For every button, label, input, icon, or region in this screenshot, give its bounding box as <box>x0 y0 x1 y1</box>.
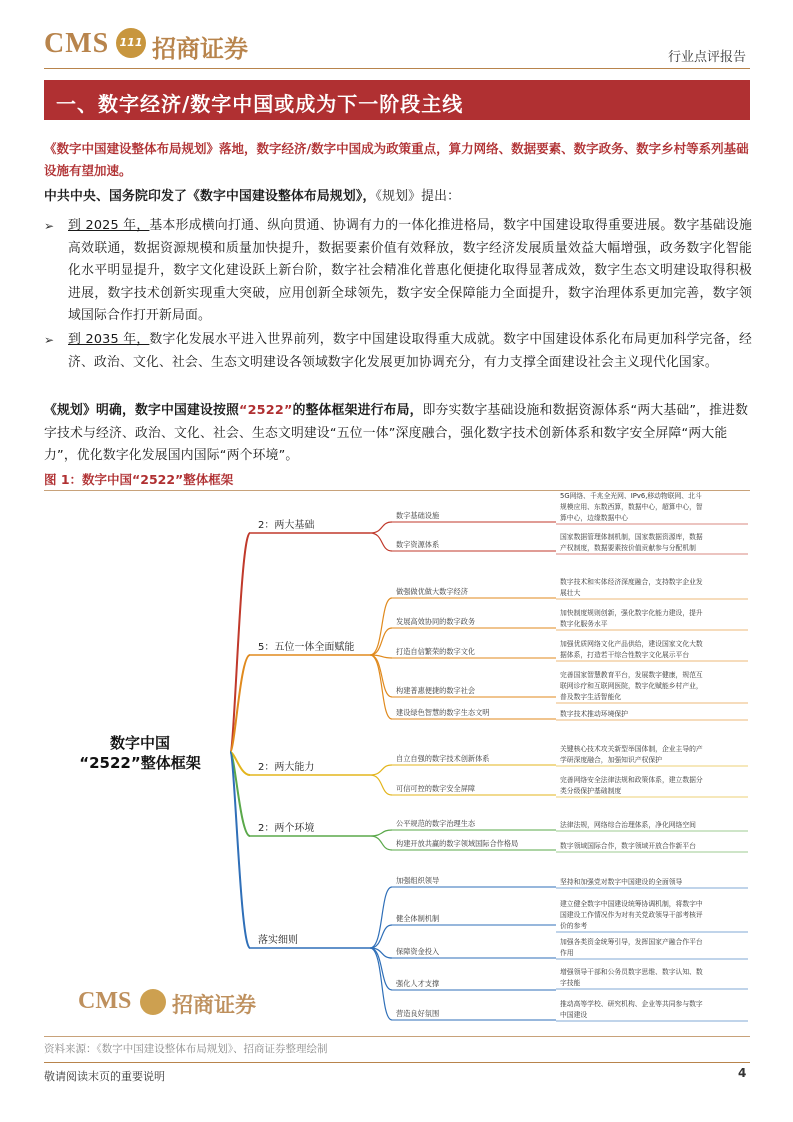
item-label: 数字基础设施 <box>396 511 440 520</box>
item-description: 数字领域国际合作，数字领域开放合作新平台 <box>560 842 696 850</box>
branch-connector <box>230 655 250 752</box>
bullet-year: 到 2025 年， <box>68 218 150 233</box>
source-divider <box>44 1036 750 1037</box>
item-connector <box>370 598 392 655</box>
item-description: 国建设工作情况作为对有关党政领导干部考核评 <box>560 911 703 919</box>
item-description: 中国建设 <box>560 1011 588 1019</box>
item-description: 数字化服务水平 <box>560 620 608 628</box>
item-connector <box>370 522 392 533</box>
watermark-badge-icon <box>140 989 166 1015</box>
item-connector <box>370 925 392 948</box>
item-description: 关键核心技术攻关新型举国体制，企业主导的产 <box>560 745 703 753</box>
para2-rest: 即夯实数字基础设施和数据资源体系“两大基础”，推进数字技术与经济、政治、文化、社会、生态文明建设“五位一体”深度融合，强化数字技术创新体系和数字安全屏障“两大能力”，优化数字化发展国内国际“两个环境”。 <box>44 403 749 463</box>
footer-notice: 敬请阅读末页的重要说明 <box>44 1070 165 1083</box>
item-label: 加强组织领导 <box>396 876 440 885</box>
item-description: 推动高等学校、研究机构、企业等共同参与数字 <box>560 1000 703 1008</box>
watermark-chinese: 招商证券 <box>172 993 256 1017</box>
branch-label: 2：两个环境 <box>258 823 315 834</box>
item-label: 自立自强的数字技术创新体系 <box>396 754 490 763</box>
item-description: 规模应用、东数西算，数据中心，超算中心，智 <box>560 503 703 511</box>
logo-chinese: 招商证券 <box>152 37 248 63</box>
item-label: 构建普惠便捷的数字社会 <box>396 686 476 695</box>
report-type: 行业点评报告 <box>668 50 747 65</box>
item-label: 建设绿色智慧的数字生态文明 <box>396 708 490 717</box>
item-description: 类分级保护基础制度 <box>560 787 622 795</box>
item-label: 营造良好氛围 <box>396 1009 440 1018</box>
bullet-arrow-icon: ➢ <box>44 219 55 233</box>
bullet-arrow-icon: ➢ <box>44 333 55 347</box>
logo-badge-icon: 111 <box>116 28 146 58</box>
root-title: 数字中国 <box>109 734 171 752</box>
para2-bold2: 的整体框架进行布局， <box>292 403 423 418</box>
figure-title: 图 1：数字中国“2522”整体框架 <box>44 472 234 487</box>
item-description: 联网诊疗和互联网医院，数字化赋能乡村产业， <box>560 682 703 690</box>
item-description: 国家数据管理体制机制，国家数据资源库，数据 <box>560 533 703 541</box>
watermark-latin: CMS <box>78 988 132 1014</box>
item-description: 法律法规，网络综合治理体系，净化网络空间 <box>560 821 696 829</box>
para2-bold1: 《规划》明确，数字中国建设按照 <box>44 403 239 418</box>
item-label: 打造自信繁荣的数字文化 <box>396 647 476 656</box>
item-description: 据体系，打造若干综合性数字文化展示平台 <box>560 651 690 659</box>
item-description: 建立健全数字中国建设统筹协调机制，将数字中 <box>560 900 703 908</box>
item-description: 算中心，边缘数据中心 <box>560 514 628 522</box>
intro-bold: 中共中央、国务院印发了《数字中国建设整体布局规划》， <box>44 189 376 204</box>
branch-label: 5：五位一体全面赋能 <box>258 642 355 653</box>
item-connector <box>370 655 392 719</box>
source-note: 资料来源：《数字中国建设整体布局规划》、招商证券整理绘制 <box>44 1043 328 1055</box>
footer-divider <box>44 1062 750 1063</box>
item-description: 数字技术推动环境保护 <box>560 710 628 718</box>
item-label: 可信可控的数字安全屏障 <box>396 784 476 793</box>
item-description: 增强领导干部和公务员数字思维、数字认知、数 <box>560 968 703 976</box>
para2-quote: “2522” <box>238 403 293 418</box>
item-connector <box>370 655 392 697</box>
bullet-body: 数字化发展水平进入世界前列，数字中国建设取得重大成就。数字中国建设体系化布局更加科学完备，经济、政治、文化、社会、生态文明建设各领域数字化发展更加协调充分，有力支撑全面建设社会主义现代化国家。 <box>68 332 752 370</box>
branch-label: 落实细则 <box>258 935 298 946</box>
item-description: 5G网络、千兆全光网、IPv6,移动物联网、北斗 <box>560 492 702 500</box>
branch-label: 2：两大能力 <box>258 762 315 773</box>
item-description: 作用 <box>560 949 574 957</box>
lead-paragraph: 《数字中国建设整体布局规划》落地，数字经济/数字中国成为政策重点，算力网络、数据要素、数字政务、数字乡村等系列基础设施有望加速。 <box>44 141 749 178</box>
bullet-body: 基本形成横向打通、纵向贯通、协调有力的一体化推进格局，数字中国建设取得重要进展。数字基础设施高效联通，数据资源规模和质量加快提升，数据要素价值有效释放，数字经济发展质量效益大幅增强，政务数字化智能化水平明显提升，数字文化建设跃上新台阶，数字社会精准化普惠化便捷化取得显著成效，数字生态文明建设取得积极进展，数字技术创新实现重大突破，应用创新全球领先，数字安全保障能力全面提升，数字治理体系更加完善，数字领域国际合作打开新局面。 <box>68 218 752 323</box>
item-label: 构建开放共赢的数字领域国际合作格局 <box>396 839 519 848</box>
root-subtitle: “2522”整体框架 <box>79 754 201 772</box>
item-description: 字技能 <box>560 979 581 987</box>
branch-connector <box>230 533 250 752</box>
item-description: 加快制度规则创新，强化数字化能力建设，提升 <box>560 609 703 617</box>
item-connector <box>370 836 392 850</box>
item-label: 发展高效协同的数字政务 <box>396 617 476 626</box>
item-description: 数字技术和实体经济深度融合，支持数字企业发 <box>560 578 703 586</box>
item-label: 公平规范的数字治理生态 <box>396 819 476 828</box>
item-connector <box>370 948 392 1020</box>
item-description: 价的参考 <box>560 922 588 930</box>
item-connector <box>370 775 392 795</box>
bullet-year: 到 2035 年， <box>68 332 150 347</box>
intro-rest: 《规划》提出： <box>375 189 461 204</box>
item-description: 完善网络安全法律法规和政策体系，建立数据分 <box>560 776 703 784</box>
item-connector <box>370 948 392 990</box>
item-description: 加强各类资金统筹引导，发挥国家产融合作平台 <box>560 938 703 946</box>
item-description: 产权制度，数据要素按价值贡献参与分配机制 <box>560 544 696 552</box>
item-description: 坚持和加强党对数字中国建设的全面领导 <box>560 878 683 886</box>
page-number: 4 <box>738 1066 747 1080</box>
branch-connector <box>230 752 250 948</box>
item-label: 保障资金投入 <box>396 947 440 956</box>
figure-watermark <box>78 988 278 1022</box>
section-title: 一、数字经济/数字中国或成为下一阶段主线 <box>56 92 464 116</box>
item-label: 强化人才支撑 <box>396 979 440 988</box>
item-label: 健全体制机制 <box>396 914 440 923</box>
item-connector <box>370 765 392 775</box>
item-description: 学研深度融合，加强知识产权保护 <box>560 756 662 764</box>
item-description: 普及数字生活智能化 <box>560 693 622 701</box>
item-label: 做强做优做大数字经济 <box>396 587 468 596</box>
item-description: 完善国家智慧教育平台，发展数字健康，规范互 <box>560 671 703 679</box>
item-description: 加强优质网络文化产品供给，建设国家文化大数 <box>560 640 703 648</box>
item-connector <box>370 830 392 836</box>
logo-latin: CMS <box>44 28 110 59</box>
item-connector <box>370 533 392 551</box>
item-label: 数字资源体系 <box>396 540 440 549</box>
branch-label: 2：两大基础 <box>258 520 315 531</box>
item-description: 展壮大 <box>560 589 581 597</box>
